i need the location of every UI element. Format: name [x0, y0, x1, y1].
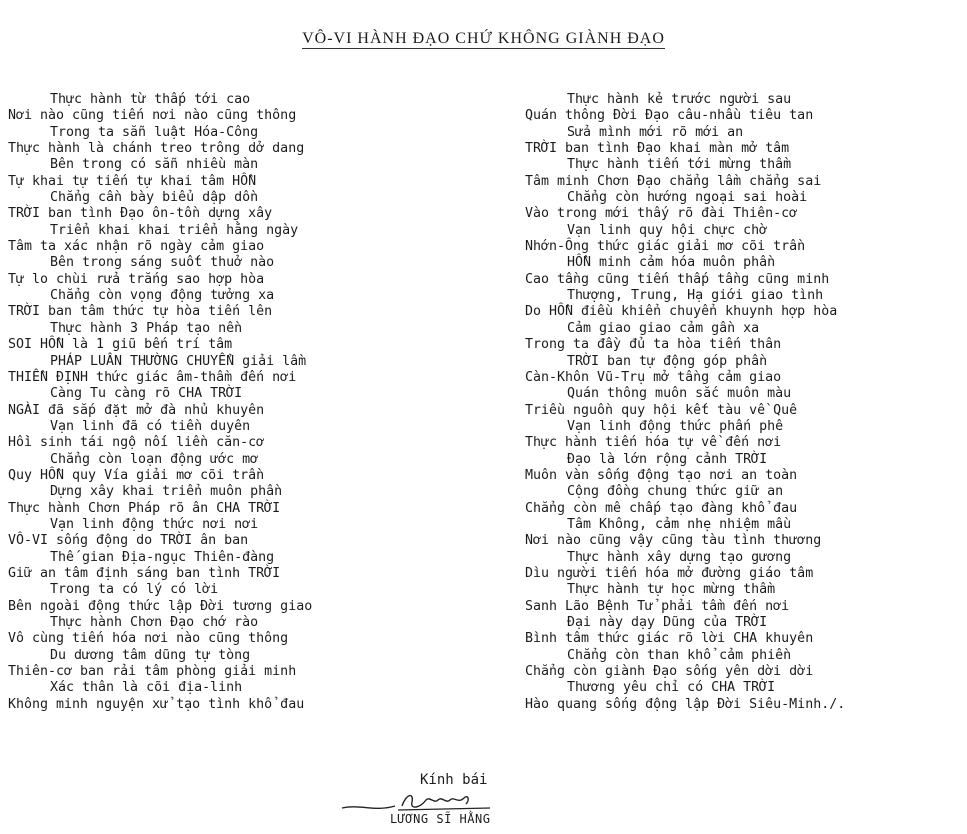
poem-line: Vạn linh quy hội chực chờ: [567, 222, 768, 238]
poem-line: Vào trong mới thấy rõ đài Thiên-cơ: [525, 206, 798, 222]
poem-line: Thực hành Chơn Pháp rõ ân CHA TRỜI: [8, 500, 281, 516]
poem-line: Dựng xây khai triển muôn phần: [50, 484, 283, 500]
poem-line: Càng Tu càng rõ CHA TRỜI: [50, 386, 243, 402]
poem-line: Thực hành là chánh treo trông dở dang: [8, 141, 305, 157]
poem-line: Bên trong sáng suốt thuở nào: [50, 255, 275, 271]
poem-line: Thế gian Địa-ngục Thiên-đàng: [50, 549, 275, 565]
left-column: [8, 92, 458, 713]
poem-line: Quy HỒN quy Vía giải mơ cõi trần: [8, 467, 265, 483]
poem-line: Nhớn-Ông thức giác giải mơ cõi trần: [525, 239, 806, 255]
poem-line: Sửa mình mới rõ mới an: [567, 124, 744, 140]
poem-line: Giữ an tâm định sáng ban tình TRỜI: [8, 565, 281, 581]
poem-line: Thực hành tiến hóa tự về đến nơi: [525, 435, 782, 451]
poem-line: Tâm minh Chơn Đạo chẳng lầm chẳng sai: [525, 173, 822, 189]
poem-line: Chẳng còn mê chấp tạo đàng khổ đau: [525, 500, 798, 516]
poem-line: Bên ngoài động thức lập Đời tương giao: [8, 598, 313, 614]
poem-line: Cao tầng cũng tiến thấp tầng cũng minh: [525, 271, 830, 287]
poem-line: TRỜI ban tự động góp phần: [567, 353, 768, 369]
poem-line: Thương yêu chỉ có CHA TRỜI: [567, 680, 776, 696]
poem-line: Thiên-cơ ban rải tâm phòng giải minh: [8, 664, 297, 680]
poem-line: Không minh nguyện xử tạo tình khổ đau: [8, 696, 305, 712]
poem-line: Vô cùng tiến hóa nơi nào cũng thông: [8, 631, 289, 647]
poem-line: Thượng, Trung, Hạ giới giao tình: [567, 288, 824, 304]
poem-title-text: VÔ-VI HÀNH ĐẠO CHỨ KHÔNG GIÀNH ĐẠO: [302, 30, 665, 47]
poem-line: Tự khai tự tiến tự khai tâm HỒN: [8, 173, 257, 189]
poem-line: Thực hành 3 Pháp tạo nền: [50, 320, 243, 336]
poem-line: Chẳng còn than khổ cảm phiền: [567, 647, 792, 663]
poem-line: Tâm Không, cảm nhẹ nhiệm mầu: [567, 516, 792, 532]
poem-line: PHÁP LUÂN THƯỜNG CHUYỂN giải lầm: [50, 353, 307, 369]
poem-line: Nơi nào cũng tiến nơi nào cũng thông: [8, 108, 297, 124]
poem-line: Cảm giao giao cảm gần xa: [567, 320, 760, 336]
poem-line: Xác thân là cõi địa-linh: [50, 680, 243, 696]
poem-line: TRỜI ban tâm thức tự hòa tiến lên: [8, 304, 273, 320]
poem-line: TRỜI ban tình Đạo ôn-tồn dựng xây: [8, 206, 273, 222]
poem-line: Bên trong có sẵn nhiều màn: [50, 157, 259, 173]
poem-line: Tâm ta xác nhận rõ ngày cảm giao: [8, 239, 265, 255]
poem-line: Đại này dạy Dũng của TRỜI: [567, 615, 768, 630]
poem-line: Bình tâm thức giác rõ lời CHA khuyên: [525, 631, 814, 647]
poem-line: Vạn linh động thức phấn phê: [567, 418, 784, 434]
poem-line: Chẳng còn hướng ngoại sai hoài: [567, 190, 808, 206]
poem-line: Thực hành kẻ trước người sau: [567, 92, 792, 107]
poem-line: Vạn linh đã có tiền duyên: [50, 418, 251, 434]
poem-line: Cộng đồng chung thức giữ an: [567, 484, 784, 500]
poem-line: Quán thông Đời Đạo câu-nhầu tiêu tan: [525, 108, 814, 124]
poem-line: TRỜI ban tình Đạo khai màn mở tâm: [525, 141, 790, 157]
poem-line: Dìu người tiến hóa mở đường giáo tâm: [525, 565, 814, 581]
closing-salutation: Kính bái: [420, 772, 488, 788]
poem-line: Do HỒN điều khiển chuyển khuynh hợp hòa: [525, 304, 838, 320]
poem-line: Trong ta đầy đủ ta hòa tiến thân: [525, 337, 782, 353]
poem-line: Chẳng cần bày biểu dập dồn: [50, 190, 259, 206]
signature-name: LƯƠNG SĨ HẰNG: [390, 812, 491, 826]
poem-line: Du dương tâm dũng tự tòng: [50, 647, 251, 663]
poem-line: Nơi nào cũng vậy cũng tàu tình thương: [525, 533, 822, 549]
poem-line: Tự lo chùi rửa trắng sao hợp hòa: [8, 271, 265, 287]
poem-line: Thực hành Chơn Đạo chớ rào: [50, 615, 259, 630]
poem-line: Triển khai khai triển hằng ngày: [50, 222, 299, 238]
poem-line: Thực hành xây dựng tạo gương: [567, 549, 792, 565]
poem-line: Vạn linh động thức nơi nơi: [50, 516, 259, 532]
poem-line: SOI HỒN là 1 giũ bến trí tâm: [8, 337, 233, 353]
poem-title: [0, 30, 967, 48]
poem-line: Hào quang sống động lập Đời Siêu-Minh./.: [525, 696, 846, 712]
poem-line: VÔ-VI sống động do TRỜI ân ban: [8, 533, 249, 549]
right-column: [525, 92, 965, 713]
poem-line: THIỀN ĐỊNH thức giác âm-thầm đến nơi: [8, 369, 297, 385]
poem-line: Chẳng còn giành Đạo sống yên dời dời: [525, 664, 814, 680]
poem-line: NGÀI đã sắp đặt mở đà nhủ khuyên: [8, 402, 265, 418]
poem-line: Trong ta có lý có lời: [50, 582, 219, 598]
poem-line: Quán thông muôn sắc muôn màu: [567, 386, 792, 402]
poem-line: HỒN minh cảm hóa muôn phần: [567, 255, 776, 271]
poem-line: Sanh Lão Bệnh Tử phải tầm đến nơi: [525, 598, 790, 614]
poem-line: Càn-Khôn Vũ-Trụ mở tầng cảm giao: [525, 369, 782, 385]
poem-line: Trong ta sẵn luật Hóa-Công: [50, 124, 259, 140]
poem-line: Hồi sinh tái ngộ nối liền căn-cơ: [8, 435, 265, 451]
poem-line: Muôn vàn sống động tạo nơi an toàn: [525, 467, 798, 483]
poem-line: Đạo là lớn rộng cảnh TRỜI: [567, 451, 768, 467]
poem-line: Thực hành tiến tới mừng thầm: [567, 157, 792, 173]
poem-line: Triều nguồn quy hội kết tàu về Quê: [525, 402, 798, 418]
poem-line: Chẳng còn vọng động tưởng xa: [50, 288, 275, 304]
poem-line: Thực hành tự học mừng thầm: [567, 582, 776, 598]
poem-line: Thực hành từ thấp tới cao: [50, 92, 251, 107]
poem-line: Chẳng còn loạn động ước mơ: [50, 451, 259, 467]
signature-block: [340, 772, 580, 832]
